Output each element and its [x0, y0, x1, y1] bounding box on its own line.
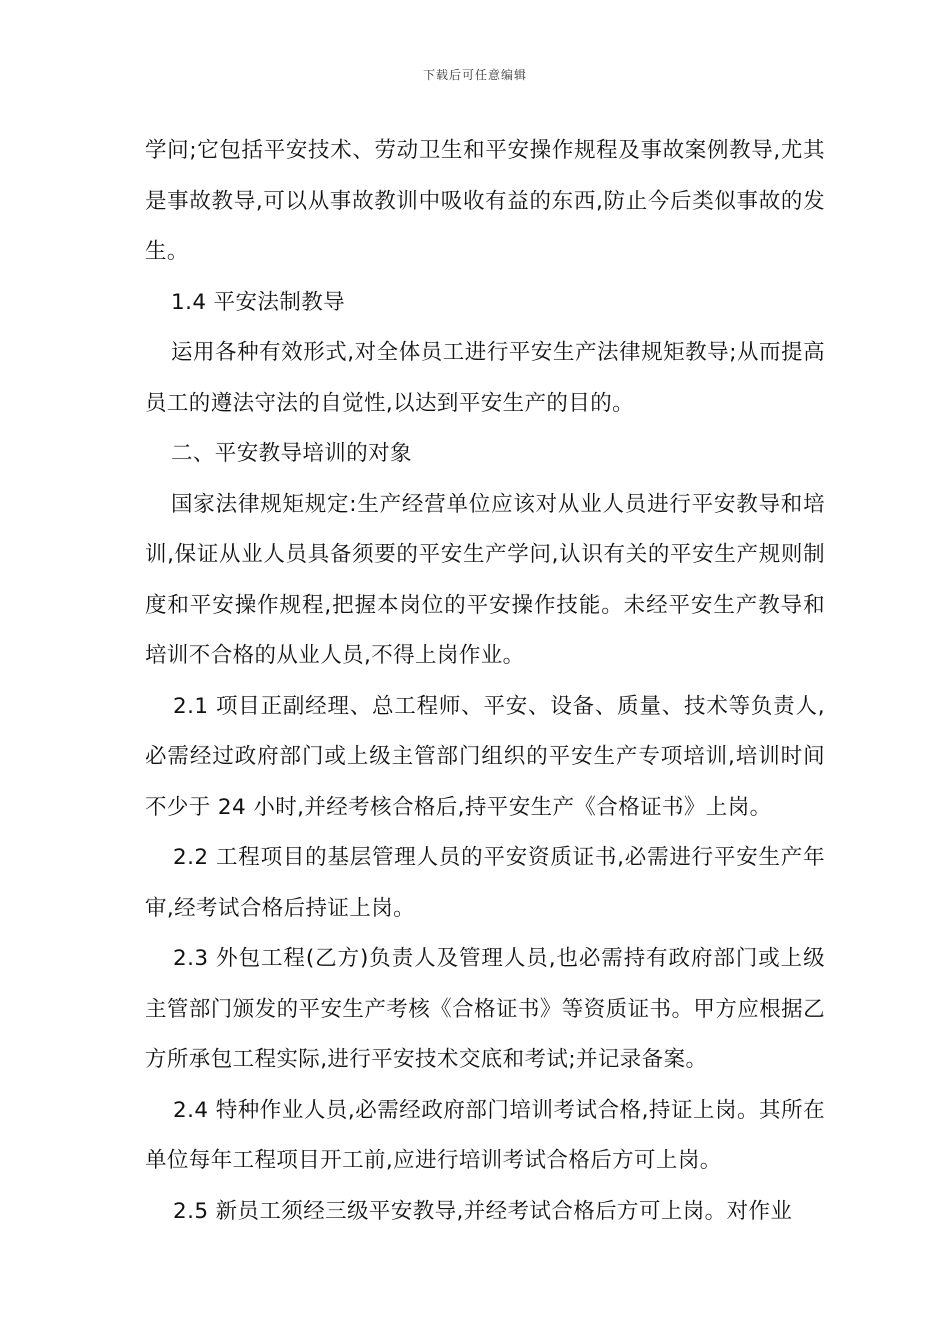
paragraph-legal-education: 运用各种有效形式,对全体员工进行平安生产法律规矩教导;从而提高员工的遵法守法的自觉性,以达到平安生产的目的。 [145, 340, 825, 416]
paragraph-knowledge-continued: 学问;它包括平安技术、劳动卫生和平安操作规程及事故案例教导,尤其是事故教导,可以从事故教训中吸收有益的东西,防止今后类似事故的发生。 [145, 138, 825, 264]
paragraph-2-5: 2.5 新员工须经三级平安教导,并经考试合格后方可上岗。对作业 [173, 1198, 793, 1224]
paragraph-national-law: 国家法律规矩规定:生产经营单位应该对从业人员进行平安教导和培训,保证从业人员具备须要的平安生产学问,认识有关的平安生产规则制度和平安操作规程,把握本岗位的平安操作技能。未经平安生产教导和培训不合格的从业人员,不得上岗作业。 [145, 491, 825, 668]
paragraph-2-3: 2.3 外包工程(乙方)负责人及管理人员,也必需持有政府部门或上级主管部门颁发的平安生产考核《合格证书》等资质证书。甲方应根据乙方所承包工程实际,进行平安技术交底和考试;并记录备案。 [145, 946, 825, 1072]
header-note: 下载后可任意编辑 [422, 68, 527, 82]
section-heading-1-4: 1.4 平安法制教导 [171, 289, 346, 315]
document-body [145, 126, 825, 1237]
section-heading-2: 二、平安教导培训的对象 [171, 441, 412, 466]
paragraph-2-2: 2.2 工程项目的基层管理人员的平安资质证书,必需进行平安生产年审,经考试合格后持证上岗。 [145, 845, 825, 921]
paragraph-2-1: 2.1 项目正副经理、总工程师、平安、设备、质量、技术等负责人,必需经过政府部门或上级主管部门组织的平安生产专项培训,培训时间不少于 24 小时,并经考核合格后,持平安生产《合格证书》上岗。 [145, 693, 825, 820]
paragraph-2-4: 2.4 特种作业人员,必需经政府部门培训考试合格,持证上岗。其所在单位每年工程项目开工前,应进行培训考试合格后方可上岗。 [145, 1097, 825, 1173]
